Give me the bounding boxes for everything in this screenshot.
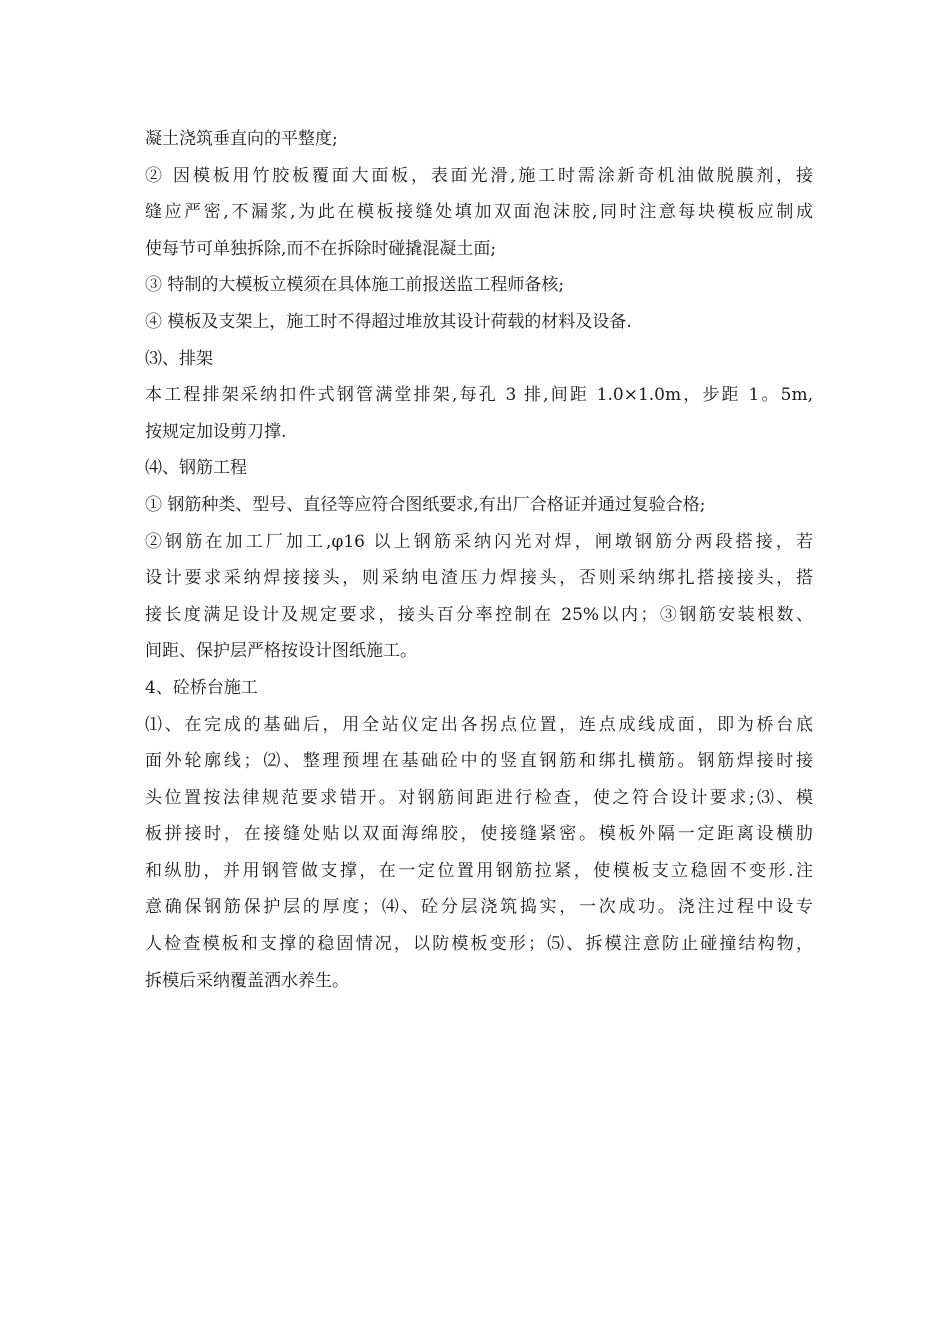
section-heading: ⑶、排架 [145, 348, 213, 369]
text-line: ① 钢筋种类、型号、直径等应符合图纸要求,有出厂合格证并通过复验合格; [145, 494, 706, 515]
text-line: ② 因模板用竹胶板覆面大面板，表面光滑,施工时需涂新奇机油做脱膜剂，接 [145, 165, 813, 186]
text-line: 凝土浇筑垂直向的平整度; [145, 129, 338, 149]
text-line: 和纵肋，并用钢管做支撑，在一定位置用钢筋拉紧，使模板支立稳固不变形.注 [145, 860, 813, 881]
text-line: 意确保钢筋保护层的厚度；⑷、砼分层浇筑捣实，一次成功。浇注过程中设专 [145, 897, 813, 918]
text-line: ②钢筋在加工厂加工,φ16 以上钢筋采纳闪光对焊，闸墩钢筋分两段搭接，若 [145, 531, 813, 552]
text-line: 面外轮廓线；⑵、整理预埋在基础砼中的竖直钢筋和绑扎横筋。钢筋焊接时接 [145, 751, 813, 772]
text-line: 头位置按法律规范要求错开。对钢筋间距进行检查，使之符合设计要求;⑶、模 [145, 787, 813, 808]
section-heading: 4、砼桥台施工 [145, 677, 258, 698]
text-line: 拆模后采纳覆盖洒水养生。 [145, 970, 349, 991]
text-line: ⑴、在完成的基础后，用全站仪定出各拐点位置，连点成线成面，即为桥台底 [145, 714, 813, 735]
text-line: 间距、保护层严格按设计图纸施工。 [145, 641, 417, 662]
text-line: 本工程排架采纳扣件式钢管满堂排架,每孔 3 排,间距 1.0×1.0m，步距 1。5m, [145, 385, 813, 406]
text-line: 板拼接时，在接缝处贴以双面海绵胶，使接缝紧密。模板外隔一定距离设横肋 [145, 824, 813, 845]
section-heading: ⑷、钢筋工程 [145, 458, 247, 479]
text-line: 按规定加设剪刀撑. [145, 421, 287, 442]
text-line: 接长度满足设计及规定要求，接头百分率控制在 25%以内；③钢筋安装根数、 [145, 604, 813, 625]
text-line: 设计要求采纳焊接接头，则采纳电渣压力焊接头，否则采纳绑扎搭接接头，搭 [145, 568, 813, 589]
document-body [145, 121, 813, 999]
text-line: 人检查模板和支撑的稳固情况，以防模板变形；⑸、拆模注意防止碰撞结构物， [145, 934, 813, 955]
text-line: ③ 特制的大模板立模须在具体施工前报送监工程师备核; [145, 275, 565, 296]
text-line: 使每节可单独拆除,而不在拆除时碰撬混凝土面; [145, 238, 497, 259]
text-line: ④ 模板及支架上，施工时不得超过堆放其设计荷载的材料及设备. [145, 311, 632, 332]
text-line: 缝应严密,不漏浆,为此在模板接缝处填加双面泡沫胶,同时注意每块模板应制成 [145, 202, 813, 223]
